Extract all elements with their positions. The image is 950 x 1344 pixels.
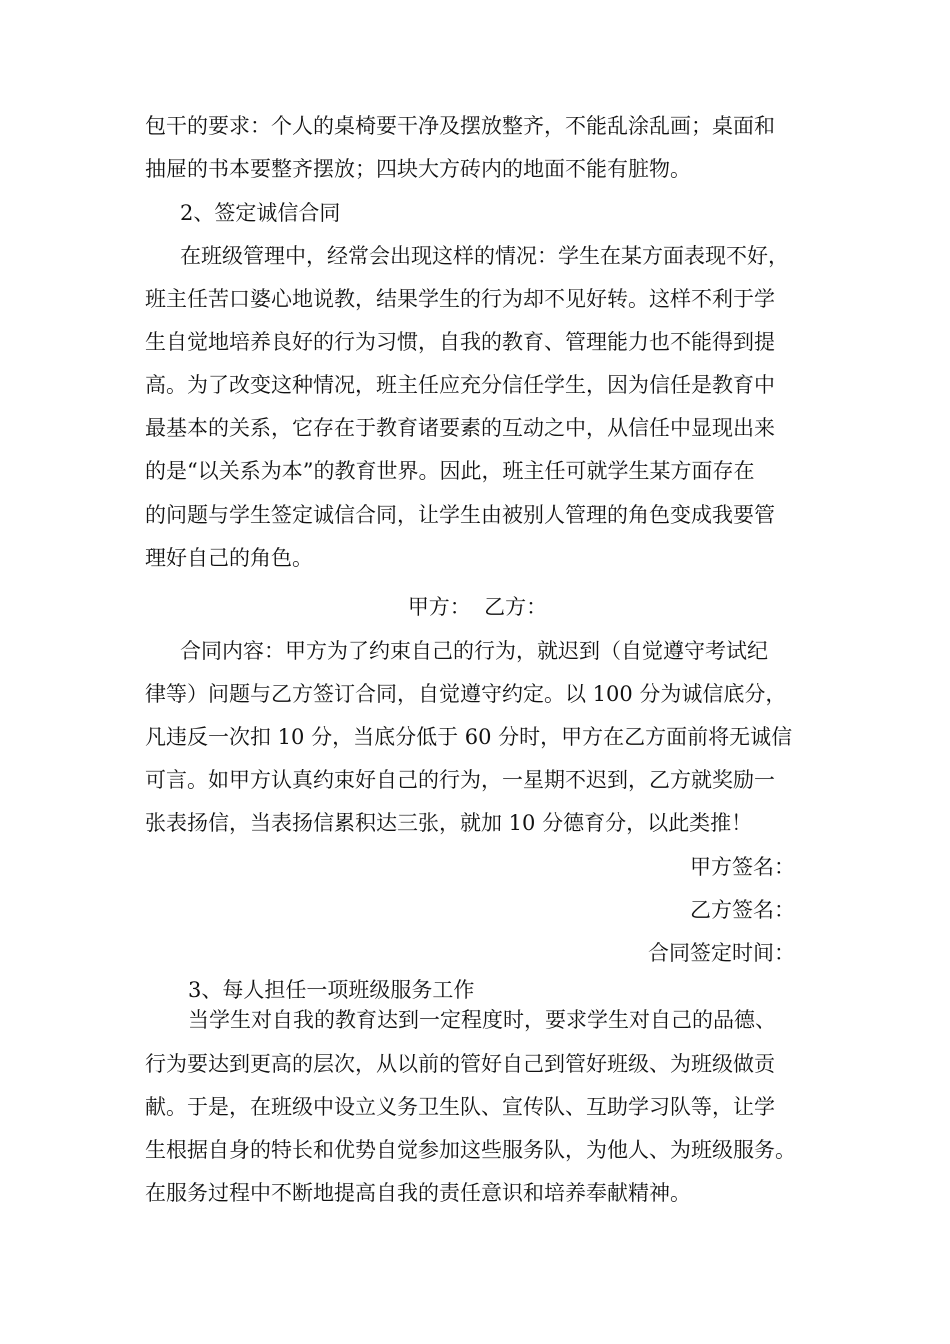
paragraph-line: 献。于是，在班级中设立义务卫生队、宣传队、互助学习队等，让学 bbox=[145, 1095, 775, 1119]
paragraph-line: 合同内容：甲方为了约束自己的行为，就迟到（自觉遵守考试纪 bbox=[180, 639, 768, 663]
paragraph-line: 律等）问题与乙方签订合同，自觉遵守约定。以 100 分为诚信底分， bbox=[145, 682, 787, 706]
paragraph-line: 生自觉地培养良好的行为习惯，自我的教育、管理能力也不能得到提 bbox=[145, 330, 775, 354]
paragraph-line: 包干的要求：个人的桌椅要干净及摆放整齐，不能乱涂乱画；桌面和 bbox=[145, 114, 775, 138]
section-heading: 3、每人担任一项班级服务工作 bbox=[188, 978, 475, 1002]
paragraph-line: 生根据自身的特长和优势自觉参加这些服务队，为他人、为班级服务。 bbox=[145, 1138, 796, 1162]
paragraph-line: 在班级管理中，经常会出现这样的情况：学生在某方面表现不好， bbox=[180, 244, 789, 268]
paragraph-line: 凡违反一次扣 10 分，当底分低于 60 分时，甲方在乙方面前将无诚信 bbox=[145, 725, 793, 749]
party-b-signature: 乙方签名： bbox=[690, 898, 795, 922]
paragraph-line: 班主任苦口婆心地说教，结果学生的行为却不见好转。这样不利于学 bbox=[145, 287, 775, 311]
paragraph-line: 当学生对自我的教育达到一定程度时，要求学生对自己的品德、 bbox=[188, 1008, 776, 1032]
paragraph-line: 的问题与学生签定诚信合同，让学生由被别人管理的角色变成我要管 bbox=[145, 503, 775, 527]
paragraph-line: 张表扬信，当表扬信累积达三张，就加 10 分德育分，以此类推！ bbox=[145, 811, 753, 835]
paragraph-line: 行为要达到更高的层次，从以前的管好自己到管好班级、为班级做贡 bbox=[145, 1052, 775, 1076]
paragraph-line: 的是“以关系为本”的教育世界。因此，班主任可就学生某方面存在 bbox=[145, 459, 755, 483]
paragraph-line: 最基本的关系，它存在于教育诸要素的互动之中，从信任中显现出来 bbox=[145, 416, 775, 440]
paragraph-line: 抽屉的书本要整齐摆放；四块大方砖内的地面不能有脏物。 bbox=[145, 157, 691, 181]
party-a-signature: 甲方签名： bbox=[690, 855, 795, 879]
paragraph-line: 理好自己的角色。 bbox=[145, 546, 313, 570]
paragraph-line: 在服务过程中不断地提高自我的责任意识和培养奉献精神。 bbox=[145, 1181, 691, 1205]
paragraph-line: 可言。如甲方认真约束好自己的行为，一星期不迟到，乙方就奖励一 bbox=[145, 768, 775, 792]
contract-parties: 甲方： 乙方： bbox=[407, 595, 548, 619]
section-heading: 2、签定诚信合同 bbox=[180, 201, 341, 225]
contract-date: 合同签定时间： bbox=[648, 941, 795, 965]
paragraph-line: 高。为了改变这种情况，班主任应充分信任学生，因为信任是教育中 bbox=[145, 373, 775, 397]
